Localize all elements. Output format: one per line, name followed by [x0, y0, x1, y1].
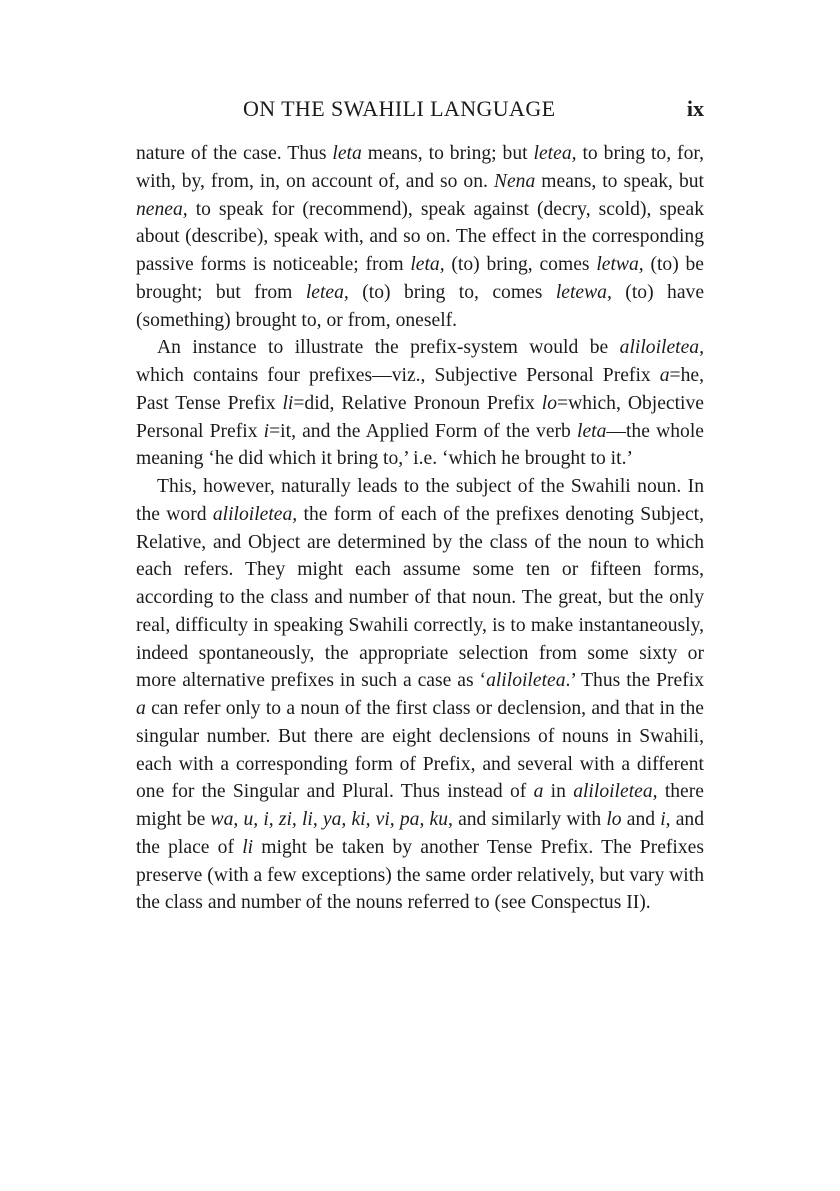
italic-term: a [659, 365, 670, 386]
text-run: .’ Thus the Prefix [565, 670, 704, 692]
text-run: to bring to, for, with, by, from, in, on account of, and so on. [136, 143, 705, 192]
italic-term: li [242, 836, 254, 858]
italic-term: leta, [410, 254, 445, 275]
italic-term: leta [332, 143, 362, 164]
page-number: ix [686, 96, 704, 121]
italic-term: li [282, 392, 294, 414]
italic-term: letea, [533, 143, 577, 164]
paragraph [136, 140, 704, 334]
italic-term: Nena [493, 170, 536, 192]
text-run: means, to speak, but [535, 170, 704, 192]
text-run: =which, Objective Personal Prefix [136, 392, 704, 442]
text-run: which contains four prefixes—viz., Subjective Personal Prefix [136, 365, 660, 386]
text-run: and [621, 809, 661, 830]
text-run: This, however, naturally leads to the subject of the Swahili noun. In the word [136, 476, 704, 525]
italic-term: nenea, [136, 198, 188, 220]
text-run: (to) be brought; but from [136, 254, 704, 303]
running-head: ON THE SWAHILI LANGUAGE [243, 96, 556, 121]
text-run: the form of each of the prefixes denoting Subject, Relative, and Object are determined by the class of the noun to which each refers. They might each assume some ten or fifteen forms, according to the class and number of that noun. The great, but the only real, difficulty in speaking Swahili correctly, is to make instantaneously, indeed spontaneously, the appropriate selection from some sixty or more alternative prefixes in such a case as ‘ [136, 503, 704, 692]
italic-term: aliloiletea, [619, 337, 704, 359]
book-page [136, 96, 704, 917]
body-text [136, 140, 704, 917]
paragraph [136, 473, 704, 917]
italic-term: i, [660, 809, 671, 830]
text-run: and similarly with [452, 809, 607, 830]
text-run: to speak for (recommend), speak against (decry, scold), speak about (describe), speak with, and so on. The effect in the corresponding passive forms is noticeable; from [136, 198, 704, 275]
italic-term: leta [577, 420, 607, 442]
text-run: (to) bring to, comes [348, 281, 556, 303]
italic-term: letewa, [555, 281, 612, 303]
text-run: An instance to illustrate the prefix-system would be [157, 337, 620, 359]
text-run: in [543, 781, 574, 803]
italic-term: i [263, 420, 270, 442]
italic-term: wa, u, i, zi, li, ya, ki, vi, pa, ku, [210, 809, 453, 830]
text-run: (to) have (something) brought to, or from, oneself. [136, 281, 705, 331]
text-run: means, to bring; but [361, 143, 534, 164]
text-run: =he, Past Tense Prefix [136, 365, 704, 414]
text-run: =it, and the Applied Form of the verb [269, 420, 577, 442]
italic-term: aliloiletea [486, 670, 566, 692]
text-run: and the place of [136, 809, 705, 858]
italic-term: lo [541, 392, 558, 414]
italic-term: a [533, 781, 544, 803]
italic-term: letwa, [596, 254, 644, 275]
text-run: =did, Relative Pronoun Prefix [293, 392, 542, 414]
text-run: can refer only to a noun of the first class or declension, and that in the singular number. But there are eight declensions of nouns in Swahili, each with a corresponding form of Prefix, and several with a different one for the Singular and Plural. Thus instead of [136, 698, 704, 803]
text-run: —the whole meaning ‘he did which it bring to,’ i.e. ‘which he brought to it.’ [136, 420, 704, 470]
text-run: might be taken by another Tense Prefix. The Prefixes preserve (with a few exceptions) the same order relatively, but vary with the class and number of the nouns referred to (see Conspectus II). [136, 836, 704, 914]
page-header [136, 96, 704, 140]
italic-term: aliloiletea, [573, 781, 658, 803]
paragraph [136, 334, 704, 473]
italic-term: aliloiletea, [212, 503, 298, 525]
italic-term: lo [606, 809, 622, 830]
text-run: there might be [136, 781, 704, 830]
text-run: nature of the case. Thus [136, 143, 333, 164]
text-run: (to) bring, comes [444, 254, 597, 275]
italic-term: letea, [305, 281, 349, 303]
italic-term: a [136, 698, 146, 719]
